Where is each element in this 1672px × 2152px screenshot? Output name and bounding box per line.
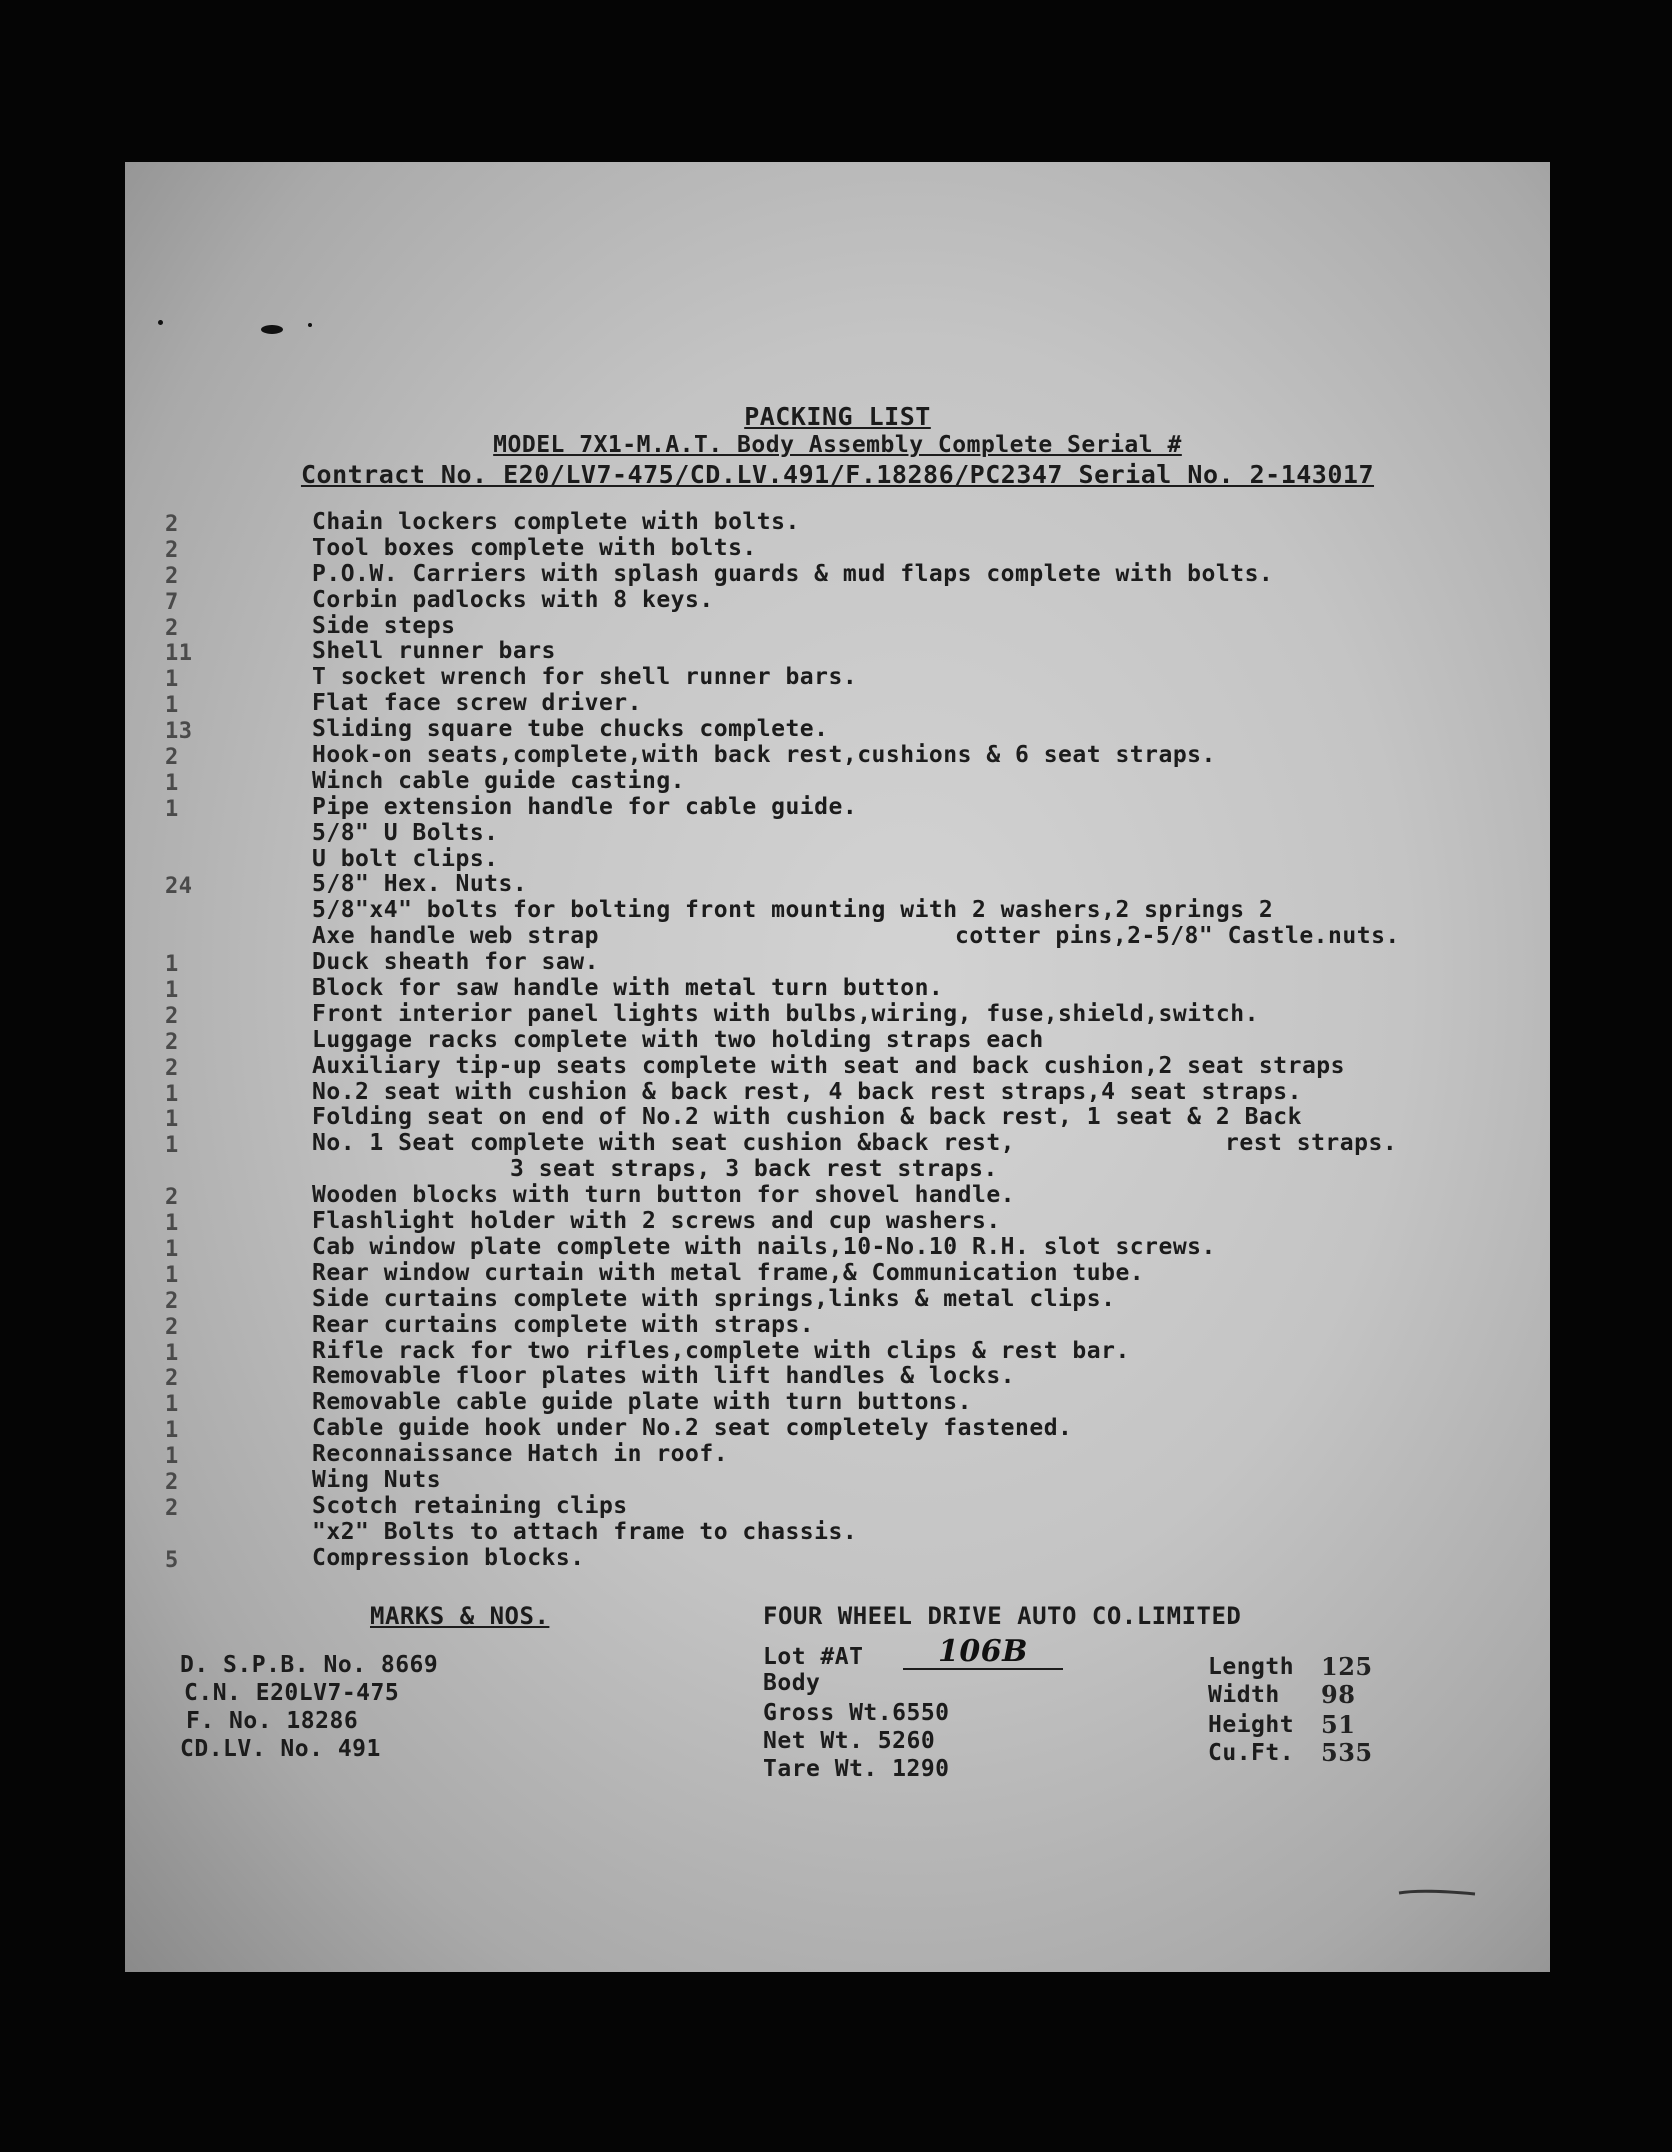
list-item — [165, 1183, 1535, 1209]
item-description: 5/8"x4" bolts for bolting front mounting with 2 washers,2 springs 2 — [312, 897, 1274, 924]
item-quantity: 2 — [165, 1495, 179, 1521]
item-description: No.2 seat with cushion & back rest, 4 back rest straps,4 seat straps. — [312, 1078, 1302, 1105]
item-quantity: 2 — [165, 1469, 179, 1495]
item-quantity: 11 — [165, 641, 193, 667]
item-description: Flashlight holder with 2 screws and cup washers. — [312, 1208, 1001, 1235]
list-item — [165, 691, 1535, 717]
item-quantity: 1 — [165, 693, 179, 719]
ink-spot — [261, 325, 283, 334]
list-item — [165, 1546, 1535, 1572]
item-quantity: 2 — [165, 1366, 179, 1392]
item-description: Rear curtains complete with straps. — [312, 1311, 815, 1338]
list-item — [165, 1364, 1535, 1390]
dimension-label: Length — [1208, 1654, 1295, 1680]
item-quantity: 2 — [165, 563, 179, 589]
marks-line: CD.LV. No. 491 — [180, 1736, 381, 1762]
item-description: U bolt clips. — [312, 845, 499, 872]
list-item — [165, 1028, 1535, 1054]
item-quantity: 1 — [165, 796, 179, 822]
item-description: 5/8" U Bolts. — [312, 819, 499, 846]
item-quantity: 1 — [165, 1081, 179, 1107]
list-item — [165, 1416, 1535, 1442]
lot-number-handwritten: 106B — [903, 1636, 1063, 1670]
item-description: Cab window plate complete with nails,10-No.10 R.H. slot screws. — [312, 1233, 1216, 1260]
item-description: Cable guide hook under No.2 seat completely fastened. — [312, 1415, 1073, 1442]
item-description: Folding seat on end of No.2 with cushion & back rest, 1 seat & 2 Back — [312, 1104, 1302, 1131]
list-item — [165, 872, 1535, 898]
list-item — [165, 665, 1535, 691]
item-quantity: 24 — [165, 874, 193, 900]
item-description: Side curtains complete with springs,links & metal clips. — [312, 1285, 1116, 1312]
dimension-value: 535 — [1321, 1738, 1373, 1767]
item-quantity: 5 — [165, 1547, 179, 1573]
list-item — [165, 1105, 1535, 1131]
item-quantity: 1 — [165, 667, 179, 693]
item-description: Compression blocks. — [312, 1544, 585, 1571]
item-quantity: 1 — [165, 1236, 179, 1262]
item-quantity: 2 — [165, 745, 179, 771]
item-description: "x2" Bolts to attach frame to chassis. — [312, 1518, 858, 1545]
item-description: T socket wrench for shell runner bars. — [312, 664, 858, 691]
item-quantity: 1 — [165, 770, 179, 796]
item-quantity: 7 — [165, 589, 179, 615]
ink-dot — [308, 323, 312, 327]
dimension-label: Width — [1208, 1682, 1280, 1708]
item-quantity: 2 — [165, 512, 179, 537]
item-description: Rear window curtain with metal frame,& Communication tube. — [312, 1259, 1145, 1286]
item-description: Chain lockers complete with bolts. — [312, 509, 800, 535]
list-item — [165, 1339, 1535, 1365]
ink-dot — [158, 320, 163, 325]
list-item — [165, 795, 1535, 821]
item-quantity: 13 — [165, 719, 193, 745]
lot-label: Lot #AT — [763, 1644, 864, 1670]
item-description: Tool boxes complete with bolts. — [312, 534, 757, 561]
marks-line: C.N. E20LV7-475 — [184, 1680, 400, 1706]
dimension-label: Cu.Ft. — [1208, 1740, 1295, 1766]
list-item — [165, 1054, 1535, 1080]
item-description: Block for saw handle with metal turn button. — [312, 975, 944, 1002]
document-page — [125, 162, 1550, 1972]
item-quantity: 1 — [165, 1418, 179, 1444]
item-description: Rifle rack for two rifles,complete with clips & rest bar. — [312, 1337, 1130, 1364]
gross-weight: Gross Wt.6550 — [763, 1700, 950, 1726]
item-quantity: 1 — [165, 978, 179, 1004]
model-line: MODEL 7X1-M.A.T. Body Assembly Complete Serial # — [493, 432, 1182, 458]
net-weight: Net Wt. 5260 — [763, 1728, 936, 1754]
item-description: Axe handle web strap — [312, 923, 599, 950]
list-item — [165, 588, 1535, 614]
list-item — [165, 1131, 1535, 1157]
item-quantity: 1 — [165, 952, 179, 978]
item-quantity: 1 — [165, 1340, 179, 1366]
dimension-label: Height — [1208, 1712, 1295, 1738]
item-quantity: 2 — [165, 537, 179, 563]
item-quantity: 1 — [165, 1444, 179, 1470]
item-list — [165, 510, 1535, 1572]
list-item — [165, 924, 1535, 950]
item-quantity: 2 — [165, 1055, 179, 1081]
item-description: Side steps — [312, 612, 456, 639]
item-description: No. 1 Seat complete with seat cushion &back rest, — [312, 1130, 1016, 1157]
list-item — [165, 1494, 1535, 1520]
list-item — [165, 1520, 1535, 1546]
list-item — [165, 1442, 1535, 1468]
list-item — [165, 1287, 1535, 1313]
item-description: Reconnaissance Hatch in roof. — [312, 1441, 729, 1468]
company-name: FOUR WHEEL DRIVE AUTO CO.LIMITED — [763, 1602, 1242, 1630]
item-description: Flat face screw driver. — [312, 690, 642, 717]
item-quantity: 1 — [165, 1133, 179, 1159]
list-item — [165, 1468, 1535, 1494]
dimension-value: 51 — [1321, 1710, 1356, 1739]
item-description: Removable cable guide plate with turn buttons. — [312, 1389, 972, 1416]
list-item — [165, 1313, 1535, 1339]
list-item — [165, 562, 1535, 588]
list-item — [165, 717, 1535, 743]
item-quantity: 1 — [165, 1262, 179, 1288]
item-quantity: 1 — [165, 1211, 179, 1237]
item-description: Pipe extension handle for cable guide. — [312, 793, 858, 820]
item-description: P.O.W. Carriers with splash guards & mud flaps complete with bolts. — [312, 560, 1274, 587]
list-item — [165, 510, 1535, 536]
list-item — [165, 769, 1535, 795]
tare-weight: Tare Wt. 1290 — [763, 1756, 950, 1782]
list-item — [165, 1235, 1535, 1261]
item-description-continued: cotter pins,2-5/8" Castle.nuts. — [955, 923, 1400, 950]
list-item — [165, 1080, 1535, 1106]
list-item — [165, 1002, 1535, 1028]
marks-line: D. S.P.B. No. 8669 — [180, 1652, 439, 1678]
item-description-continued: rest straps. — [1225, 1130, 1398, 1157]
item-description: 5/8" Hex. Nuts. — [312, 871, 528, 898]
dimension-value: 98 — [1321, 1680, 1356, 1709]
item-description: Hook-on seats,complete,with back rest,cushions & 6 seat straps. — [312, 742, 1216, 769]
marks-title: MARKS & NOS. — [370, 1602, 550, 1630]
list-item — [165, 847, 1535, 873]
item-quantity: 1 — [165, 1392, 179, 1418]
dimension-value: 125 — [1321, 1652, 1373, 1681]
list-item — [165, 639, 1535, 665]
list-item — [165, 536, 1535, 562]
item-description: Duck sheath for saw. — [312, 949, 599, 976]
item-quantity: 2 — [165, 1314, 179, 1340]
item-description: Shell runner bars — [312, 638, 556, 665]
item-quantity: 2 — [165, 615, 179, 641]
list-item — [165, 1261, 1535, 1287]
list-item — [165, 1209, 1535, 1235]
item-description: Winch cable guide casting. — [312, 767, 686, 794]
marks-line: F. No. 18286 — [186, 1708, 359, 1734]
document-heading — [125, 402, 1550, 489]
body-label: Body — [763, 1670, 821, 1696]
item-description: Corbin padlocks with 8 keys. — [312, 586, 714, 613]
item-quantity: 2 — [165, 1288, 179, 1314]
item-description: 3 seat straps, 3 back rest straps. — [510, 1156, 998, 1183]
item-description: Sliding square tube chucks complete. — [312, 716, 829, 743]
list-item — [165, 614, 1535, 640]
item-quantity: 1 — [165, 1107, 179, 1133]
item-description: Front interior panel lights with bulbs,wiring, fuse,shield,switch. — [312, 1000, 1259, 1027]
packing-list-title: PACKING LIST — [744, 402, 931, 431]
contract-line: Contract No. E20/LV7-475/CD.LV.491/F.18286/PC2347 Serial No. 2-143017 — [300, 460, 1375, 489]
item-quantity: 2 — [165, 1003, 179, 1029]
list-item — [165, 743, 1535, 769]
list-item — [165, 1157, 1535, 1183]
item-description: Removable floor plates with lift handles & locks. — [312, 1363, 1016, 1390]
pencil-mark — [1397, 1887, 1477, 1897]
list-item — [165, 821, 1535, 847]
item-quantity: 2 — [165, 1029, 179, 1055]
list-item — [165, 976, 1535, 1002]
item-description: Scotch retaining clips — [312, 1492, 628, 1519]
list-item — [165, 898, 1535, 924]
item-description: Luggage racks complete with two holding straps each — [312, 1026, 1044, 1053]
item-quantity: 2 — [165, 1185, 179, 1211]
list-item — [165, 1390, 1535, 1416]
item-description: Auxiliary tip-up seats complete with seat and back cushion,2 seat straps — [312, 1052, 1345, 1079]
list-item — [165, 950, 1535, 976]
item-description: Wing Nuts — [312, 1466, 442, 1493]
item-description: Wooden blocks with turn button for shovel handle. — [312, 1182, 1016, 1209]
